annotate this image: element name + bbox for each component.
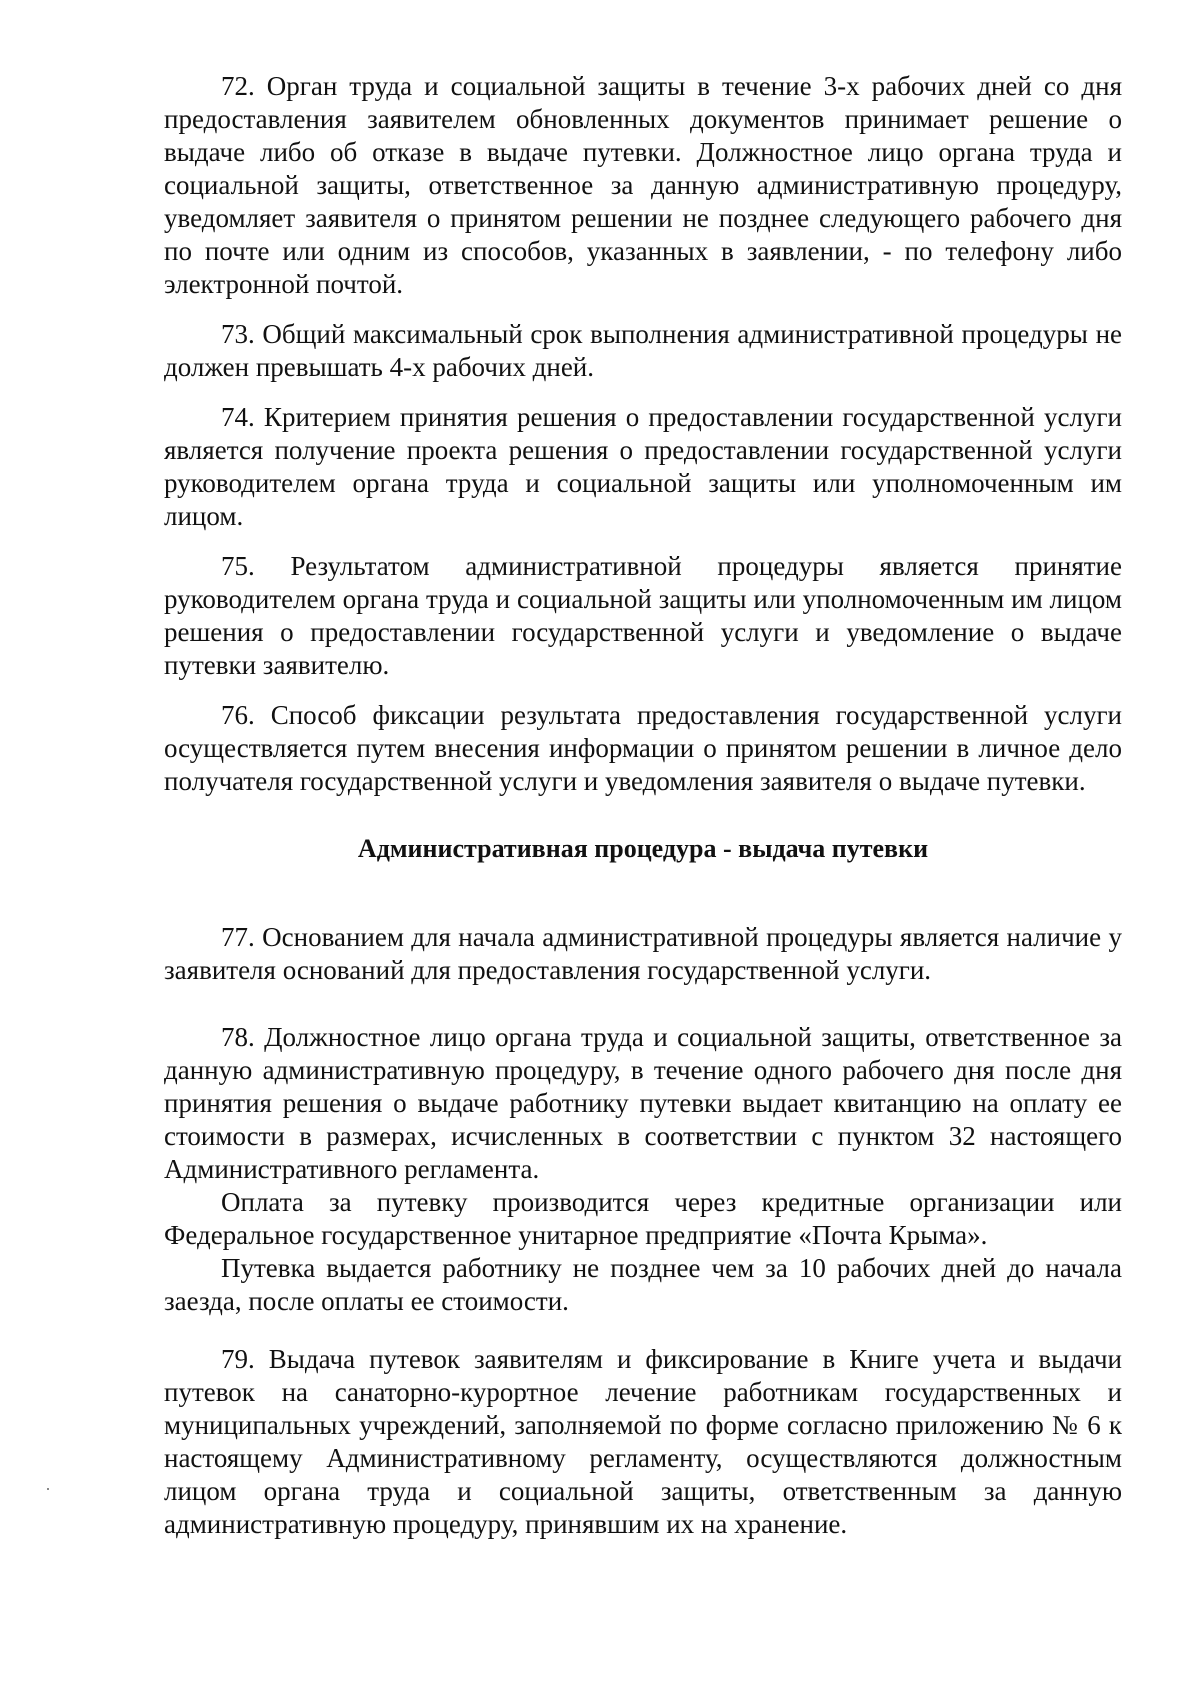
paragraph-72: 72. Орган труда и социальной защиты в течение 3-х рабочих дней со дня предоставления заявителем обновленных документов принимает решение о выдаче либо об отказе в выдаче путевки. Должностное лицо органа труда и социальной защиты, ответственное за данную административную процедуру, уведомляет заявителя о принятом решении не позднее следующего рабочего дня по почте или одним из способов, указанных в заявлении, - по телефону либо электронной почтой. <box>164 71 1122 299</box>
paragraph-78-issue: Путевка выдается работнику не позднее чем за 10 рабочих дней до начала заезда, после оплаты ее стоимости. <box>164 1253 1122 1316</box>
paragraph-78-payment: Оплата за путевку производится через кредитные организации или Федеральное государственное унитарное предприятие «Почта Крыма». <box>164 1187 1122 1250</box>
paragraph-78: 78. Должностное лицо органа труда и социальной защиты, ответственное за данную административную процедуру, в течение одного рабочего дня после дня принятия решения о выдаче работнику путевки выдает квитанцию на оплату ее стоимости в размерах, исчисленных в соответствии с пунктом 32 настоящего Административного регламента. <box>164 1022 1122 1184</box>
paragraph-75: 75. Результатом административной процедуры является принятие руководителем органа труда и социальной защиты или уполномоченным им лицом решения о предоставлении государственной услуги и уведомление о выдаче путевки заявителю. <box>164 551 1122 680</box>
paragraph-77: 77. Основанием для начала административной процедуры является наличие у заявителя оснований для предоставления государственной услуги. <box>164 922 1122 985</box>
paragraph-79: 79. Выдача путевок заявителям и фиксирование в Книге учета и выдачи путевок на санаторно-курортное лечение работникам государственных и муниципальных учреждений, заполняемой по форме согласно приложению № 6 к настоящему Административному регламенту, осуществляются должностным лицом органа труда и социальной защиты, ответственным за данную административную процедуру, принявшим их на хранение. <box>164 1344 1122 1539</box>
document-page <box>164 70 1122 1541</box>
paragraph-74: 74. Критерием принятия решения о предоставлении государственной услуги является получение проекта решения о предоставлении государственной услуги руководителем органа труда и социальной защиты или уполномоченным им лицом. <box>164 402 1122 531</box>
scan-speck <box>47 1488 49 1490</box>
paragraph-76: 76. Способ фиксации результата предоставления государственной услуги осуществляется путем внесения информации о принятом решении в личное дело получателя государственной услуги и уведомления заявителя о выдаче путевки. <box>164 700 1122 796</box>
paragraph-73: 73. Общий максимальный срок выполнения административной процедуры не должен превышать 4-х рабочих дней. <box>164 319 1122 382</box>
section-heading: Административная процедура - выдача путевки <box>357 834 929 863</box>
